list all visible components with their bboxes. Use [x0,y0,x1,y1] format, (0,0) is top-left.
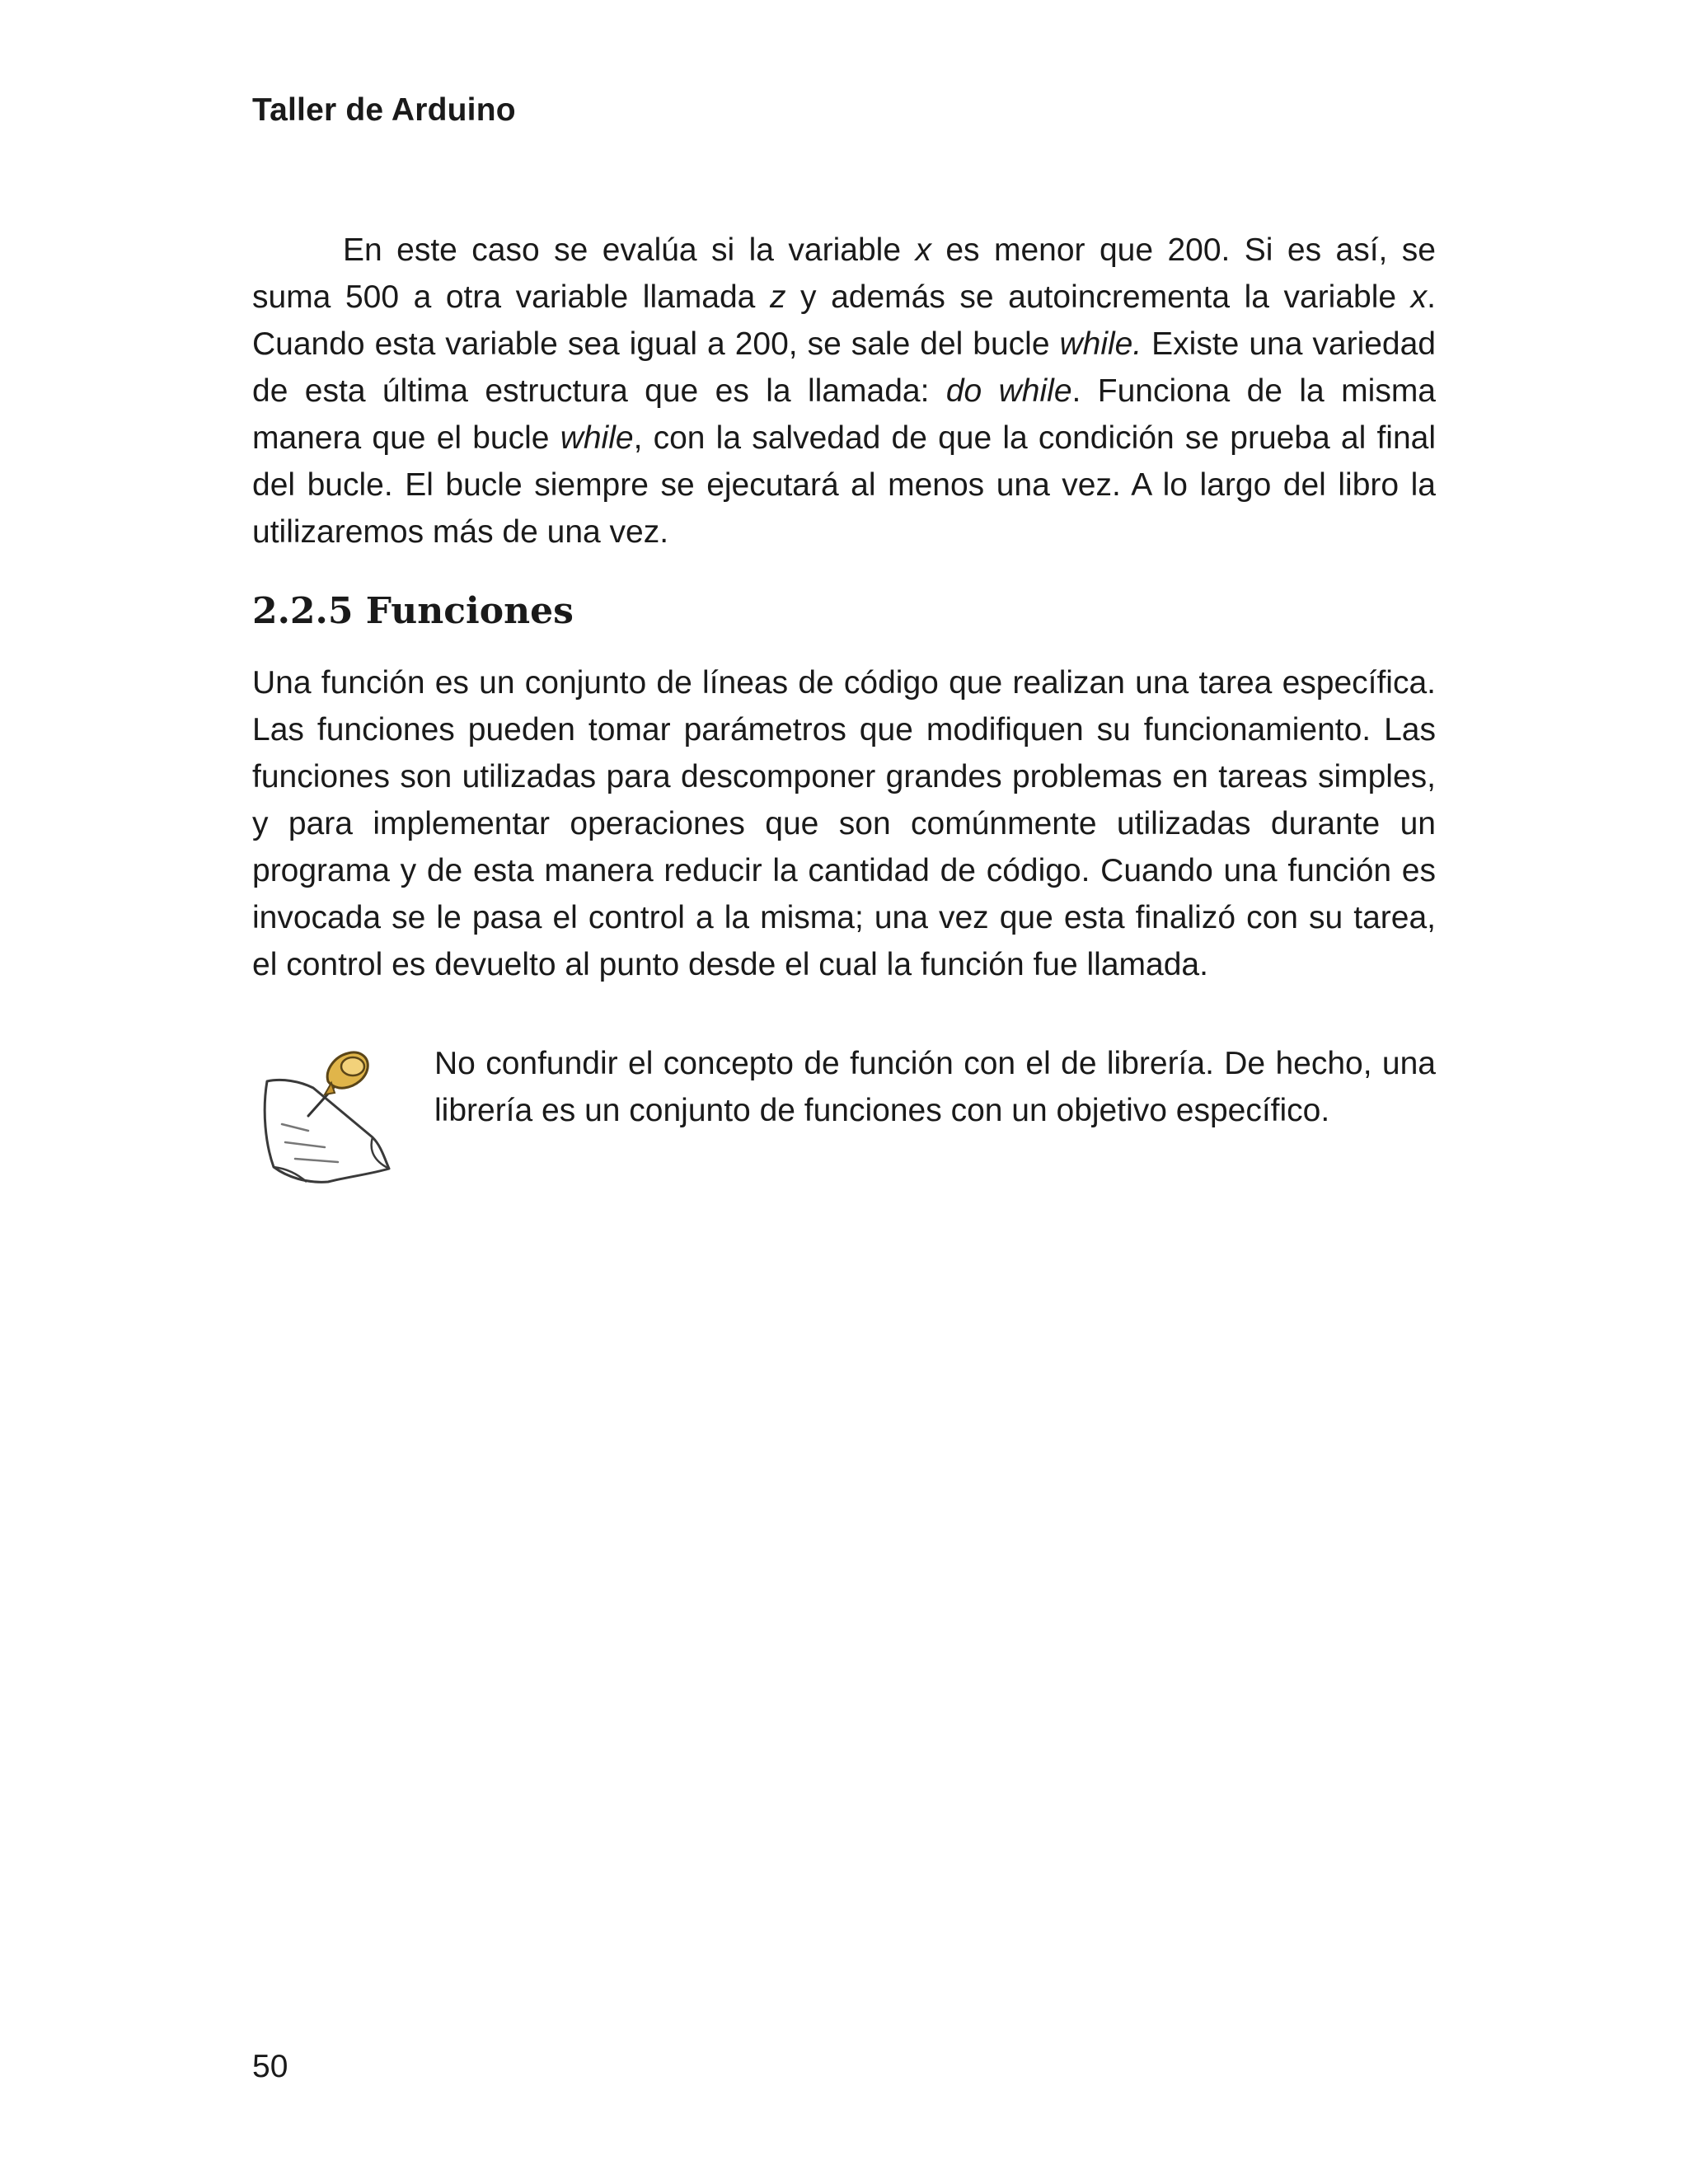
running-head-title: Taller de Arduino [252,92,516,128]
pinned-note-icon [249,1045,394,1185]
text-run: y además se autoincrementa la variable [785,279,1411,315]
text-run: , con la salvedad de que la condición se prueba al final del bucle. El bucle siempre se ejecutará al menos una vez. A lo largo del libro la utilizaremos más de una vez. [252,420,1436,550]
body-paragraph-while-loop [252,227,1436,555]
italic-variable-z: z [769,279,786,315]
body-paragraph-functions: Una función es un conjunto de líneas de código que realizan una tarea específica. Las funciones pueden tomar parámetros que modifiquen su funcionamiento. Las funciones son utilizadas para descomponer grandes problemas en tareas simples, y para implementar operaciones que son comúnmente utilizadas durante un programa y de esta manera reducir la cantidad de código. Cuando una función es invocada se le pasa el control a la misma; una vez que esta finalizó con su tarea, el control es devuelto al punto desde el cual la función fue llamada. [252,665,1436,982]
italic-variable-x: x [1410,279,1428,315]
text-run: . Funciona de la misma manera que el bucle [252,373,1436,456]
text-run: Existe una variedad de esta última estructura que es la llamada: [252,326,1436,409]
text-run: . Cuando esta variable sea igual a 200, se sale del bucle [252,279,1437,362]
italic-keyword-while: while. [1059,326,1142,362]
italic-keyword-do-while: do while [945,373,1072,409]
italic-variable-x: x [915,232,931,268]
section-heading: 2.2.5 Funciones [252,590,574,632]
note-text: No confundir el concepto de función con el de librería. De hecho, una librería es un conjunto de funciones con un objetivo específico. [434,1046,1436,1128]
page-number: 50 [252,2049,288,2084]
text-run: En este caso se evalúa si la variable [343,232,916,268]
italic-keyword-while: while [560,420,634,456]
text-run: es menor que 200. Si es así, se suma 500 a otra variable llamada [252,232,1436,315]
